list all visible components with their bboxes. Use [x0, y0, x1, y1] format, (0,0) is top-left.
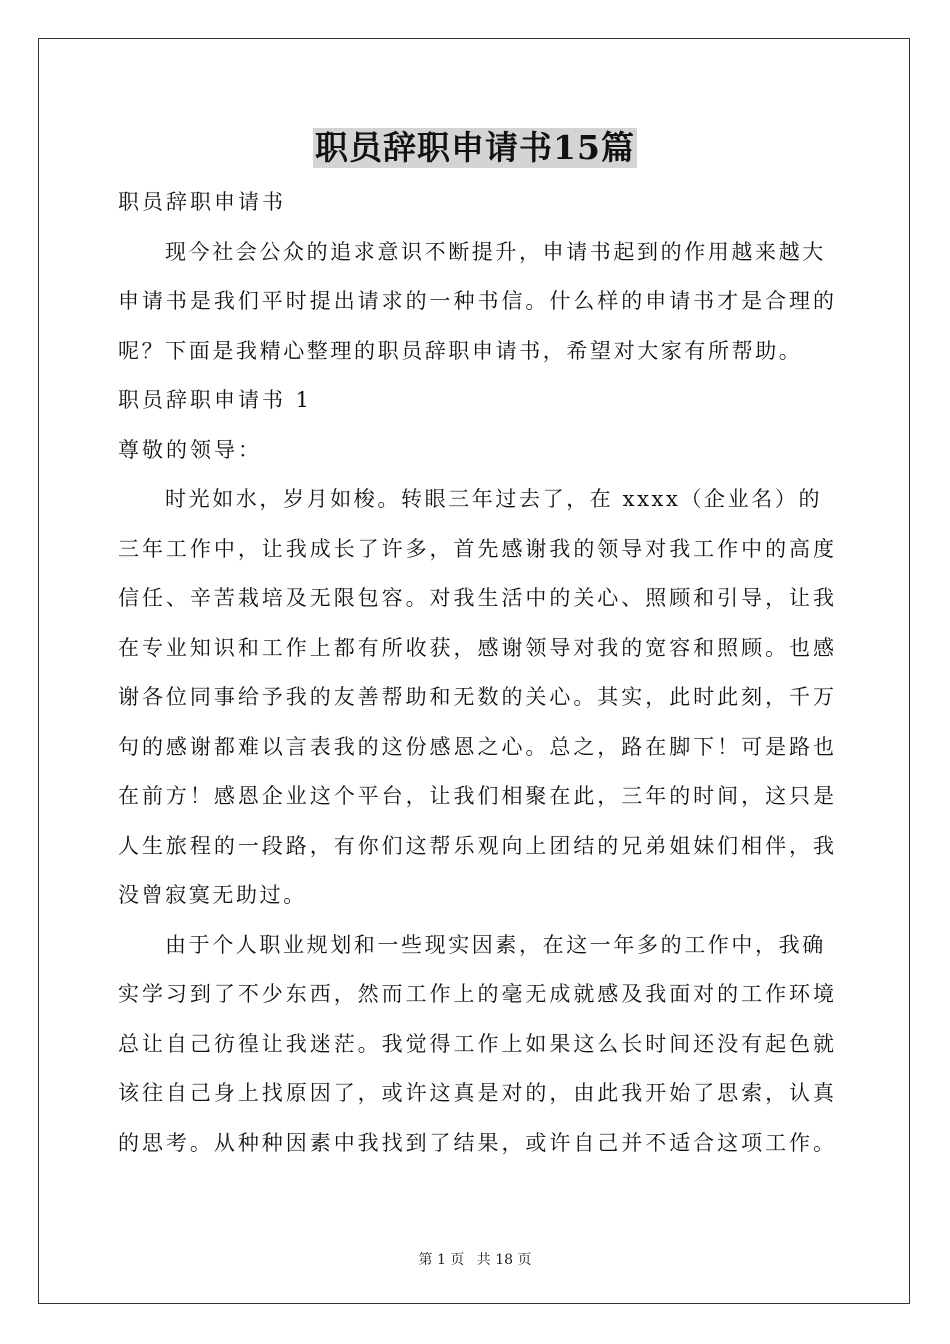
section-heading: 职员辞职申请书 1 — [118, 388, 313, 412]
text-line: 句的感谢都难以言表我的这份感恩之心。总之，路在脚下！可是路也 — [118, 734, 834, 759]
text-line: 时光如水，岁月如梭。转眼三年过去了，在 xxxx（企业名）的 — [165, 487, 823, 511]
document-body — [118, 178, 834, 1168]
text-line: 实学习到了不少东西，然而工作上的毫无成就感及我面对的工作环境 — [118, 982, 834, 1006]
text-line: 谢各位同事给予我的友善帮助和无数的关心。其实，此时此刻，千万 — [118, 685, 834, 709]
text-line: 信任、辛苦栽培及无限包容。对我生活中的关心、照顾和引导，让我 — [118, 586, 834, 610]
text-line: 总让自己彷徨让我迷茫。我觉得工作上如果这么长时间还没有起色就 — [118, 1031, 834, 1056]
text-line: 的思考。从种种因素中我找到了结果，或许自己并不适合这项工作。 — [118, 1130, 834, 1155]
text-line: 三年工作中，让我成长了许多，首先感谢我的领导对我工作中的高度 — [118, 536, 834, 561]
salutation: 尊敬的领导： — [118, 437, 262, 462]
text-line: 该往自己身上找原因了，或许这真是对的，由此我开始了思索，认真 — [118, 1081, 834, 1105]
document-title: 职员辞职申请书15篇 — [315, 128, 635, 167]
text-line: 在专业知识和工作上都有所收获，感谢领导对我的宽容和照顾。也感 — [118, 635, 834, 660]
page-number: 第 1 页 — [418, 1252, 465, 1268]
title-container — [0, 128, 950, 168]
text-line: 由于个人职业规划和一些现实因素，在这一年多的工作中，我确 — [165, 932, 826, 957]
text-line: 在前方！感恩企业这个平台，让我们相聚在此，三年的时间，这只是 — [118, 784, 834, 808]
text-line: 现今社会公众的追求意识不断提升，申请书起到的作用越来越大 — [165, 239, 826, 264]
page-footer — [0, 1249, 950, 1269]
page-total: 共 18 页 — [476, 1252, 532, 1268]
text-line: 人生旅程的一段路，有你们这帮乐观向上团结的兄弟姐妹们相伴，我 — [118, 833, 834, 858]
text-line: 职员辞职申请书 — [118, 190, 286, 214]
text-line: 申请书是我们平时提出请求的一种书信。什么样的申请书才是合理的 — [118, 289, 834, 313]
text-line: 没曾寂寞无助过。 — [118, 883, 307, 907]
text-line: 呢？下面是我精心整理的职员辞职申请书，希望对大家有所帮助。 — [118, 338, 803, 363]
